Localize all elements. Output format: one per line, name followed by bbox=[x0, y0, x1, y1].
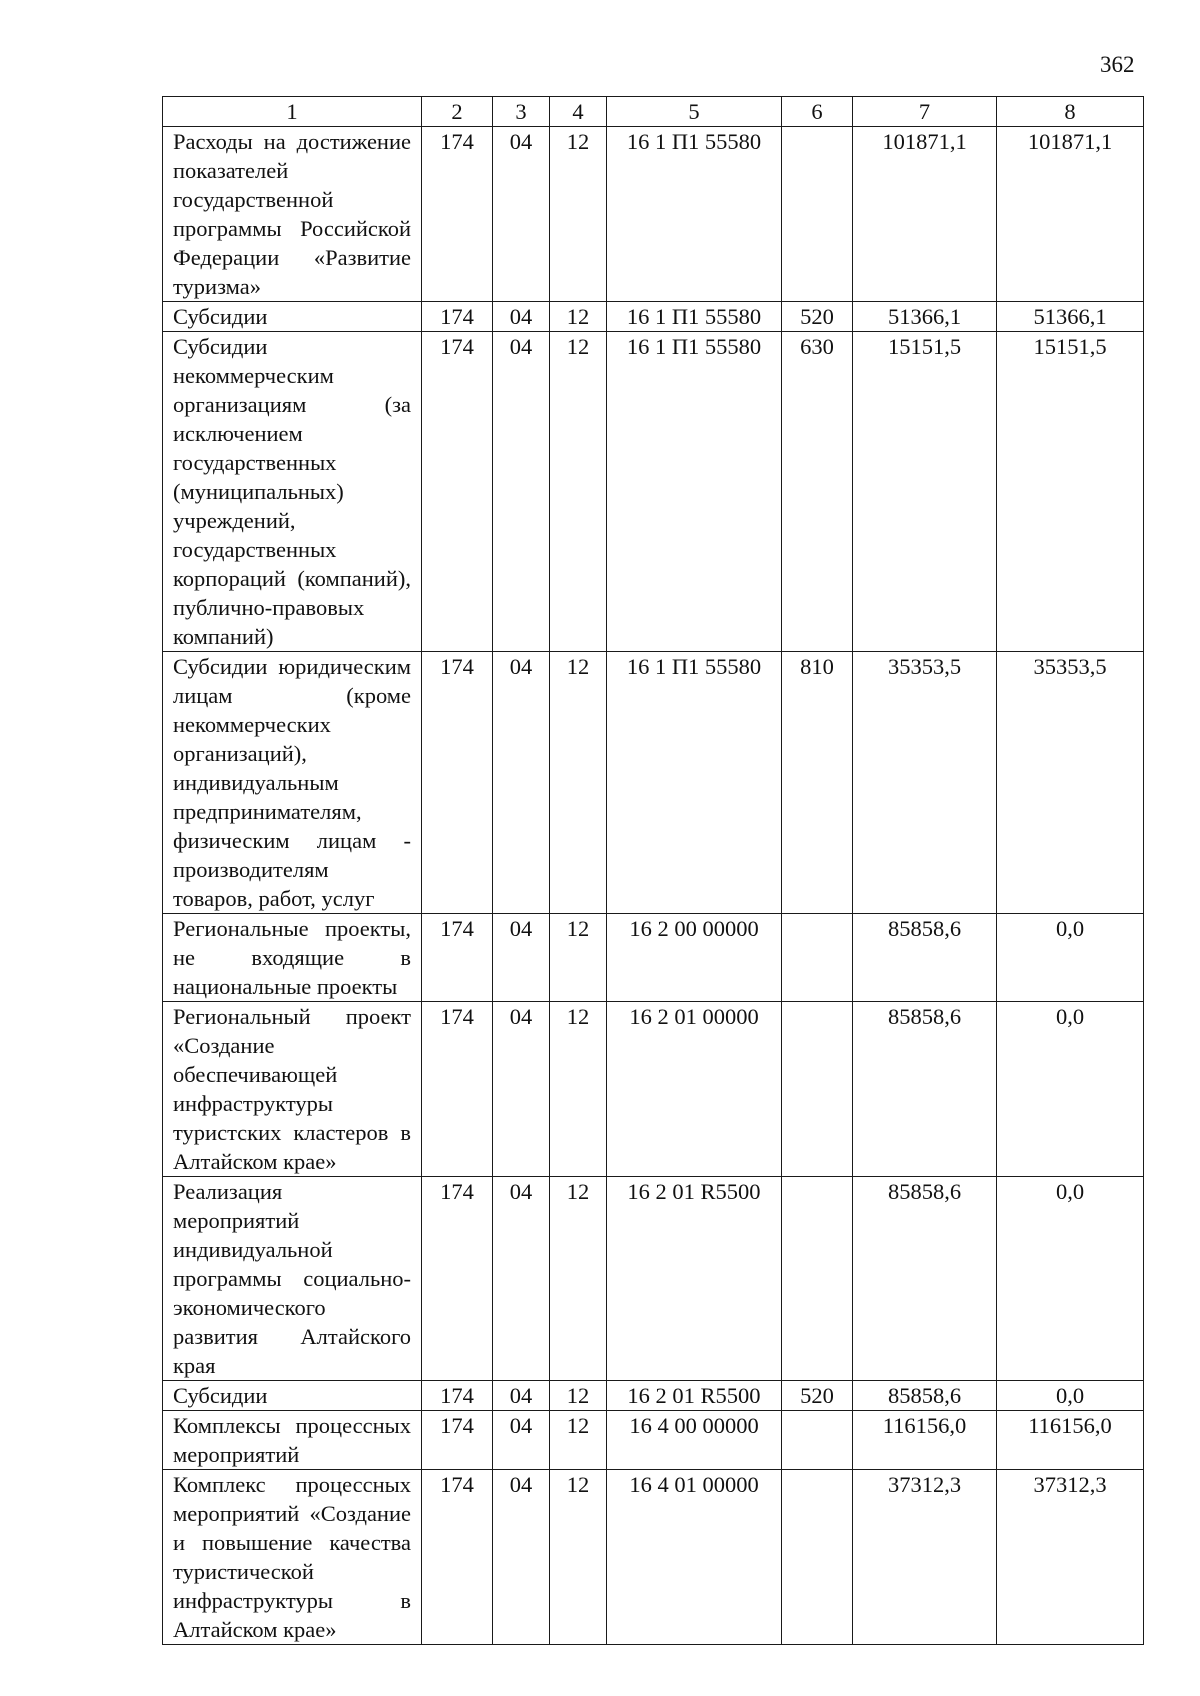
cell-ministry: 174 bbox=[422, 332, 493, 652]
cell-target-article: 16 1 П1 55580 bbox=[607, 332, 782, 652]
cell-section: 04 bbox=[493, 127, 550, 302]
table-row bbox=[163, 1470, 1144, 1645]
cell-subsection: 12 bbox=[550, 1381, 607, 1411]
cell-section: 04 bbox=[493, 1177, 550, 1381]
cell-amount-7: 85858,6 bbox=[853, 1177, 997, 1381]
budget-table bbox=[162, 96, 1144, 1645]
table-row bbox=[163, 652, 1144, 914]
cell-subsection: 12 bbox=[550, 332, 607, 652]
cell-section: 04 bbox=[493, 1002, 550, 1177]
table-row bbox=[163, 1411, 1144, 1470]
cell-ministry: 174 bbox=[422, 914, 493, 1002]
cell-ministry: 174 bbox=[422, 1411, 493, 1470]
row-name: Субсидии bbox=[163, 1381, 422, 1411]
cell-amount-8: 0,0 bbox=[997, 1002, 1144, 1177]
cell-target-article: 16 1 П1 55580 bbox=[607, 302, 782, 332]
cell-target-article: 16 2 01 R5500 bbox=[607, 1381, 782, 1411]
cell-section: 04 bbox=[493, 1381, 550, 1411]
cell-ministry: 174 bbox=[422, 652, 493, 914]
cell-target-article: 16 4 00 00000 bbox=[607, 1411, 782, 1470]
cell-expense-type bbox=[782, 1470, 853, 1645]
cell-amount-8: 101871,1 bbox=[997, 127, 1144, 302]
column-header: 3 bbox=[493, 97, 550, 127]
cell-amount-8: 15151,5 bbox=[997, 332, 1144, 652]
column-header: 5 bbox=[607, 97, 782, 127]
cell-section: 04 bbox=[493, 332, 550, 652]
table-row bbox=[163, 127, 1144, 302]
cell-amount-8: 51366,1 bbox=[997, 302, 1144, 332]
cell-amount-7: 35353,5 bbox=[853, 652, 997, 914]
cell-section: 04 bbox=[493, 1470, 550, 1645]
row-name: Расходы на достижение показателей государственной программы Российской Федерации «Развитие туризма» bbox=[163, 127, 422, 302]
row-name: Субсидии bbox=[163, 302, 422, 332]
cell-amount-8: 0,0 bbox=[997, 914, 1144, 1002]
cell-target-article: 16 2 01 R5500 bbox=[607, 1177, 782, 1381]
cell-expense-type bbox=[782, 914, 853, 1002]
cell-ministry: 174 bbox=[422, 127, 493, 302]
row-name: Региональный проект «Создание обеспечивающей инфраструктуры туристских кластеров в Алтайском крае» bbox=[163, 1002, 422, 1177]
cell-amount-8: 0,0 bbox=[997, 1381, 1144, 1411]
cell-section: 04 bbox=[493, 1411, 550, 1470]
cell-subsection: 12 bbox=[550, 302, 607, 332]
table-row bbox=[163, 332, 1144, 652]
cell-expense-type bbox=[782, 1002, 853, 1177]
cell-expense-type: 520 bbox=[782, 1381, 853, 1411]
column-header: 8 bbox=[997, 97, 1144, 127]
cell-subsection: 12 bbox=[550, 1411, 607, 1470]
cell-expense-type bbox=[782, 1177, 853, 1381]
cell-amount-8: 116156,0 bbox=[997, 1411, 1144, 1470]
cell-subsection: 12 bbox=[550, 652, 607, 914]
table-row bbox=[163, 302, 1144, 332]
cell-amount-8: 0,0 bbox=[997, 1177, 1144, 1381]
cell-target-article: 16 1 П1 55580 bbox=[607, 652, 782, 914]
cell-subsection: 12 bbox=[550, 127, 607, 302]
cell-ministry: 174 bbox=[422, 1177, 493, 1381]
cell-section: 04 bbox=[493, 652, 550, 914]
cell-target-article: 16 2 01 00000 bbox=[607, 1002, 782, 1177]
cell-amount-7: 101871,1 bbox=[853, 127, 997, 302]
table-row bbox=[163, 914, 1144, 1002]
column-header: 6 bbox=[782, 97, 853, 127]
cell-ministry: 174 bbox=[422, 302, 493, 332]
row-name: Комплекс процессных мероприятий «Создание и повышение качества туристической инфраструктуры в Алтайском крае» bbox=[163, 1470, 422, 1645]
row-name: Реализация мероприятий индивидуальной программы социально-экономического развития Алтайского края bbox=[163, 1177, 422, 1381]
column-header: 7 bbox=[853, 97, 997, 127]
cell-ministry: 174 bbox=[422, 1470, 493, 1645]
cell-amount-7: 15151,5 bbox=[853, 332, 997, 652]
cell-amount-7: 116156,0 bbox=[853, 1411, 997, 1470]
cell-ministry: 174 bbox=[422, 1381, 493, 1411]
cell-target-article: 16 1 П1 55580 bbox=[607, 127, 782, 302]
cell-target-article: 16 4 01 00000 bbox=[607, 1470, 782, 1645]
page-number: 362 bbox=[1100, 52, 1135, 77]
cell-amount-8: 35353,5 bbox=[997, 652, 1144, 914]
row-name: Субсидии юридическим лицам (кроме некоммерческих организаций), индивидуальным предпринимателям, физическим лицам - производителям товаров, работ, услуг bbox=[163, 652, 422, 914]
row-name: Комплексы процессных мероприятий bbox=[163, 1411, 422, 1470]
cell-section: 04 bbox=[493, 302, 550, 332]
cell-amount-7: 37312,3 bbox=[853, 1470, 997, 1645]
row-name: Субсидии некоммерческим организациям (за исключением государственных (муниципальных) учреждений, государственных корпораций (компаний), публично-правовых компаний) bbox=[163, 332, 422, 652]
cell-target-article: 16 2 00 00000 bbox=[607, 914, 782, 1002]
cell-expense-type bbox=[782, 127, 853, 302]
cell-subsection: 12 bbox=[550, 1002, 607, 1177]
cell-amount-8: 37312,3 bbox=[997, 1470, 1144, 1645]
cell-amount-7: 85858,6 bbox=[853, 1381, 997, 1411]
table-header-row bbox=[163, 97, 1144, 127]
cell-section: 04 bbox=[493, 914, 550, 1002]
row-name: Региональные проекты, не входящие в национальные проекты bbox=[163, 914, 422, 1002]
cell-subsection: 12 bbox=[550, 1470, 607, 1645]
table-row bbox=[163, 1381, 1144, 1411]
cell-expense-type: 810 bbox=[782, 652, 853, 914]
cell-subsection: 12 bbox=[550, 914, 607, 1002]
column-header: 1 bbox=[163, 97, 422, 127]
cell-subsection: 12 bbox=[550, 1177, 607, 1381]
cell-ministry: 174 bbox=[422, 1002, 493, 1177]
column-header: 4 bbox=[550, 97, 607, 127]
cell-amount-7: 51366,1 bbox=[853, 302, 997, 332]
cell-expense-type: 520 bbox=[782, 302, 853, 332]
cell-expense-type: 630 bbox=[782, 332, 853, 652]
cell-amount-7: 85858,6 bbox=[853, 914, 997, 1002]
cell-expense-type bbox=[782, 1411, 853, 1470]
cell-amount-7: 85858,6 bbox=[853, 1002, 997, 1177]
column-header: 2 bbox=[422, 97, 493, 127]
table-row bbox=[163, 1177, 1144, 1381]
table-row bbox=[163, 1002, 1144, 1177]
